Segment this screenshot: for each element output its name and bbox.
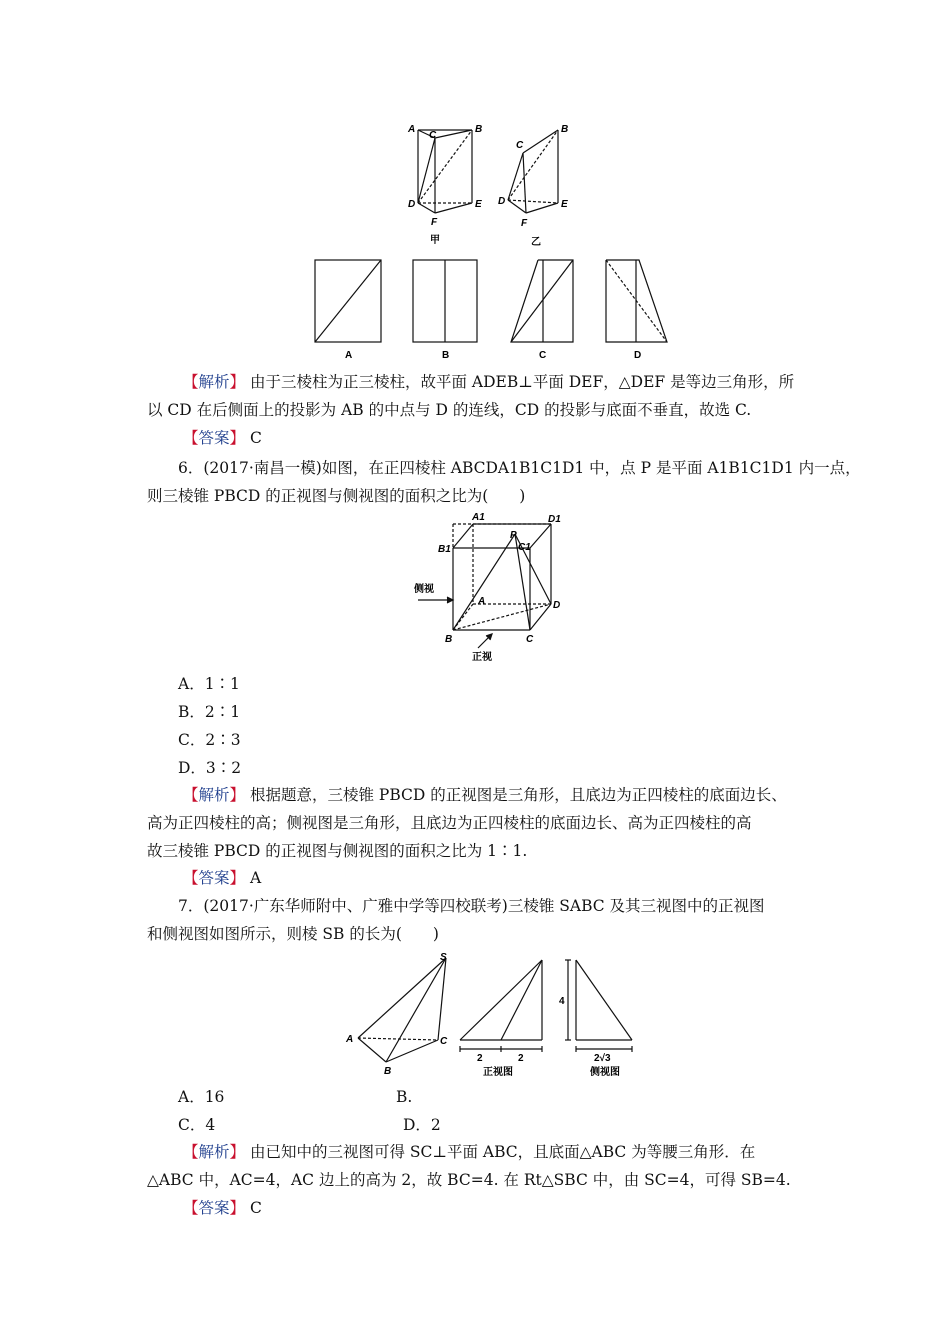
label-B: B bbox=[475, 124, 483, 135]
label-F: F bbox=[521, 218, 528, 229]
label-P: P bbox=[510, 530, 517, 541]
q6-answer: 【答案】 A bbox=[183, 869, 262, 887]
caption-jia: 甲 bbox=[430, 235, 440, 246]
dim-2-left: 2 bbox=[477, 1053, 483, 1064]
q7-analysis-line-2: △ABC 中，AC=4，AC 边上的高为 2，故 BC=4. 在 Rt△SBC 中，由 SC=4，可得 SB=4. bbox=[147, 1171, 791, 1189]
q7-analysis-line-1: 【解析】 由已知中的三视图可得 SC⊥平面 ABC，且底面△ABC 为等腰三角形．在 bbox=[183, 1143, 756, 1161]
label-B: B bbox=[561, 124, 569, 135]
analysis-tag: 【解析】 bbox=[183, 373, 246, 391]
q7-option-c: C．4 bbox=[178, 1116, 216, 1134]
q7-pyramid-figure bbox=[340, 950, 650, 1080]
q7-stem-line-1: 7．(2017·广东华师附中、广雅中学等四校联考)三棱锥 SABC 及其三视图中的正视图 bbox=[178, 897, 765, 915]
label-A: A bbox=[478, 596, 486, 607]
q6-cube-figure bbox=[410, 508, 580, 668]
dim-2-root3: 2√3 bbox=[594, 1053, 611, 1064]
q7-answer: 【答案】 C bbox=[183, 1199, 262, 1217]
option-A-label: A bbox=[345, 350, 353, 361]
q6-analysis-line-3: 故三棱锥 PBCD 的正视图与侧视图的面积之比为 1∶1. bbox=[147, 842, 528, 860]
label-C: C bbox=[440, 1036, 448, 1047]
side-view-label: 侧视 bbox=[414, 584, 434, 595]
label-C: C bbox=[526, 634, 534, 645]
label-A1: A1 bbox=[472, 512, 485, 523]
q7-option-a: A．16 bbox=[178, 1088, 225, 1106]
label-B: B bbox=[445, 634, 453, 645]
q7-option-b: B. bbox=[396, 1088, 413, 1106]
side-view-caption: 侧视图 bbox=[590, 1067, 620, 1078]
label-B1: B1 bbox=[438, 544, 451, 555]
front-view-label: 正视 bbox=[472, 652, 492, 663]
label-A: A bbox=[346, 1034, 354, 1045]
label-C: C bbox=[429, 130, 437, 141]
q6-option-c: C．2∶3 bbox=[178, 731, 241, 749]
dim-2-right: 2 bbox=[518, 1053, 524, 1064]
option-D-label: D bbox=[634, 350, 642, 361]
q6-analysis-line-1: 【解析】 根据题意，三棱锥 PBCD 的正视图是三角形，且底边为正四棱柱的底面边长、 bbox=[183, 786, 787, 804]
dim-4: 4 bbox=[559, 996, 565, 1007]
q6-stem-line-2: 则三棱锥 PBCD 的正视图与侧视图的面积之比为( ) bbox=[147, 487, 526, 505]
label-E: E bbox=[475, 199, 482, 210]
label-C: C bbox=[516, 140, 524, 151]
caption-yi: 乙 bbox=[531, 237, 541, 248]
label-A: A bbox=[408, 124, 416, 135]
q6-option-d: D．3∶2 bbox=[178, 759, 242, 777]
label-C1: C1 bbox=[518, 542, 531, 553]
label-S: S bbox=[440, 952, 447, 963]
q5-options-figure bbox=[308, 255, 678, 365]
front-view-caption: 正视图 bbox=[483, 1067, 513, 1078]
q6-analysis-line-2: 高为正四棱柱的高；侧视图是三角形，且底边为正四棱柱的底面边长、高为正四棱柱的高 bbox=[147, 814, 752, 832]
q6-stem-line-1: 6．(2017·南昌一模)如图，在正四棱柱 ABCDA1B1C1D1 中，点 P 是平面 A1B1C1D1 内一点， bbox=[178, 459, 861, 477]
q5-analysis-line-2: 以 CD 在后侧面上的投影为 AB 的中点与 D 的连线，CD 的投影与底面不垂直，故选 C. bbox=[147, 401, 752, 419]
q5-answer: 【答案】 C bbox=[183, 429, 262, 447]
q7-stem-line-2: 和侧视图如图所示，则棱 SB 的长为( ) bbox=[147, 925, 439, 943]
label-F: F bbox=[431, 217, 438, 228]
q6-option-b: B．2∶1 bbox=[178, 703, 241, 721]
label-D: D bbox=[553, 600, 561, 611]
label-B: B bbox=[384, 1066, 392, 1077]
q5-prism-figure bbox=[400, 118, 590, 253]
label-D1: D1 bbox=[548, 514, 561, 525]
option-C-label: C bbox=[539, 350, 547, 361]
label-D: D bbox=[498, 196, 506, 207]
label-D: D bbox=[408, 199, 416, 210]
label-E: E bbox=[561, 199, 568, 210]
q7-option-d: D．2 bbox=[403, 1116, 441, 1134]
q5-analysis-line-1: 【解析】 由于三棱柱为正三棱柱，故平面 ADEB⊥平面 DEF，△DEF 是等边三角形，所 bbox=[183, 373, 795, 391]
option-B-label: B bbox=[442, 350, 450, 361]
q6-option-a: A．1∶1 bbox=[178, 675, 240, 693]
